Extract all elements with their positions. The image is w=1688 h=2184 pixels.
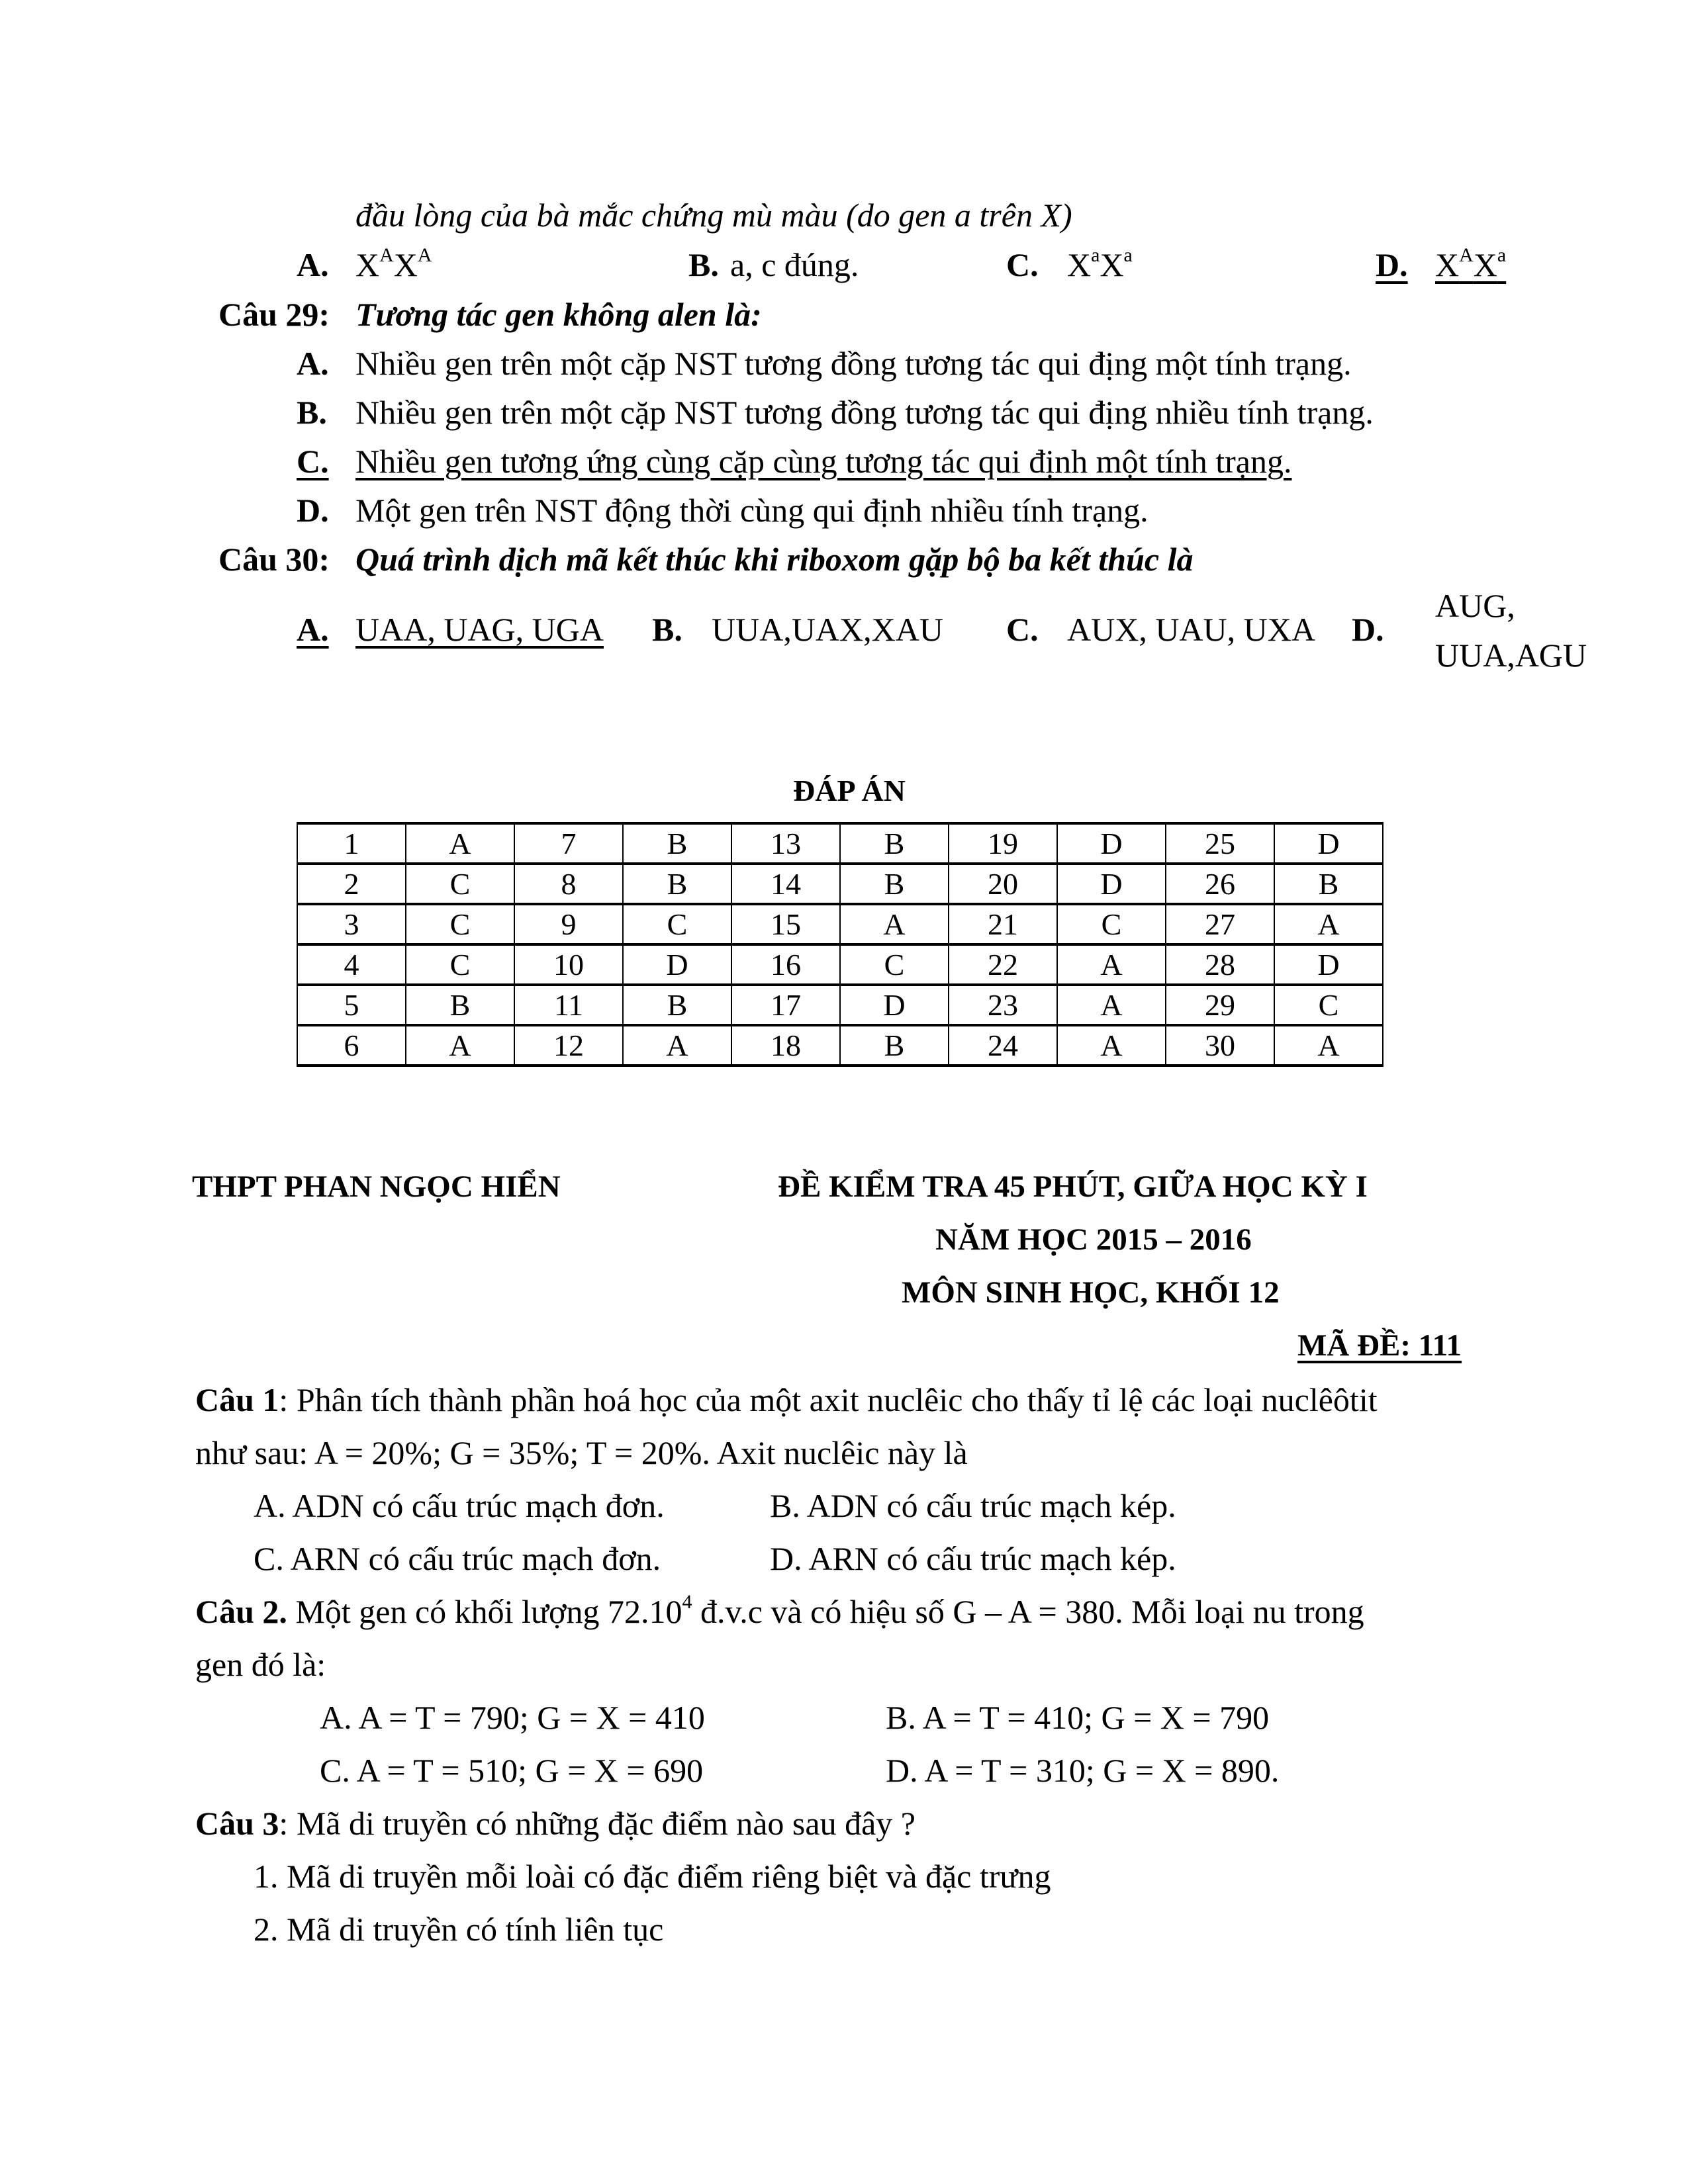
table-cell: 30: [1166, 1025, 1274, 1066]
table-cell: 26: [1166, 864, 1274, 904]
correct-option-label: D.: [1376, 246, 1408, 283]
table-cell: 4: [297, 944, 406, 985]
table-cell: C: [1274, 985, 1383, 1025]
table-row: [297, 1025, 1383, 1066]
option-d: D. A = T = 310; G = X = 890.: [886, 1752, 1280, 1789]
table-cell: D: [623, 944, 731, 985]
table-cell: 10: [514, 944, 623, 985]
table-cell: 5: [297, 985, 406, 1025]
option-a: A. ADN có cấu trúc mạch đơn.: [254, 1487, 665, 1524]
table-cell: A: [623, 1025, 731, 1066]
option-c: C. A = T = 510; G = X = 690: [320, 1752, 704, 1789]
option-text: AUX, UAU, UXA: [1067, 611, 1315, 648]
question-stem: Quá trình dịch mã kết thúc khi riboxom gặp bộ ba kết thúc là: [355, 541, 1194, 578]
table-cell: 3: [297, 904, 406, 944]
answer-key-title: ĐÁP ÁN: [793, 774, 906, 807]
table-cell: C: [840, 944, 949, 985]
option-label: B.: [688, 246, 719, 283]
option-text: UUA,UAX,XAU: [712, 611, 943, 648]
table-cell: 1: [297, 823, 406, 864]
table-row: [297, 864, 1383, 904]
table-cell: D: [1274, 823, 1383, 864]
correct-option-genotype: $X^AX^a$: [1435, 244, 1507, 283]
option-text: Nhiều gen trên một cặp NST tương đồng tương tác qui địng nhiều tính trạng.: [355, 394, 1374, 431]
option-b: B. ADN có cấu trúc mạch kép.: [770, 1487, 1176, 1524]
table-cell: 2: [297, 864, 406, 904]
question-number: Câu 3: [195, 1805, 279, 1842]
table-cell: 17: [731, 985, 840, 1025]
option-b: B. A = T = 410; G = X = 790: [886, 1699, 1270, 1736]
option-text: Một gen trên NST động thời cùng qui định nhiều tính trạng.: [355, 492, 1149, 529]
table-row: [297, 904, 1383, 944]
table-cell: A: [1057, 985, 1166, 1025]
option-label: C.: [1006, 246, 1039, 283]
statement-1: 1. Mã di truyền mỗi loài có đặc điểm riêng biệt và đặc trưng: [254, 1858, 1051, 1895]
table-cell: 7: [514, 823, 623, 864]
table-cell: B: [623, 985, 731, 1025]
table-cell: A: [1274, 904, 1383, 944]
table-cell: 20: [949, 864, 1057, 904]
table-cell: D: [840, 985, 949, 1025]
table-cell: A: [840, 904, 949, 944]
table-cell: B: [623, 823, 731, 864]
table-cell: B: [840, 1025, 949, 1066]
school-year: NĂM HỌC 2015 – 2016: [935, 1222, 1252, 1257]
option-genotype: $X^aX^a$: [1067, 244, 1133, 283]
option-label: D.: [297, 492, 329, 529]
option-genotype: $X^AX^A$: [355, 244, 432, 283]
answer-key-table: [297, 822, 1383, 1067]
table-cell: 22: [949, 944, 1057, 985]
option-text: Nhiều gen trên một cặp NST tương đồng tương tác qui địng một tính trạng.: [355, 345, 1352, 382]
prev-question-stem: đầu lòng của bà mắc chứng mù màu (do gen a trên X): [355, 197, 1072, 234]
question-number: Câu 1: [195, 1381, 279, 1418]
table-cell: B: [1274, 864, 1383, 904]
table-cell: A: [406, 823, 514, 864]
table-cell: 8: [514, 864, 623, 904]
question-stem-line2: gen đó là:: [195, 1646, 326, 1683]
table-cell: A: [1057, 1025, 1166, 1066]
table-cell: 29: [1166, 985, 1274, 1025]
table-cell: C: [623, 904, 731, 944]
table-cell: 14: [731, 864, 840, 904]
table-cell: 27: [1166, 904, 1274, 944]
question-number: Câu 2.: [195, 1593, 287, 1630]
question-stem: Câu 3: Mã di truyền có những đặc điểm nào sau đây ?: [195, 1805, 915, 1842]
table-cell: 11: [514, 985, 623, 1025]
table-cell: 9: [514, 904, 623, 944]
table-cell: 19: [949, 823, 1057, 864]
table-cell: 21: [949, 904, 1057, 944]
correct-option-text: UAA, UAG, UGA: [355, 611, 604, 648]
table-cell: 24: [949, 1025, 1057, 1066]
option-a: A. A = T = 790; G = X = 410: [320, 1699, 705, 1736]
table-cell: A: [1057, 944, 1166, 985]
question-stem: Tương tác gen không alen là:: [355, 296, 762, 333]
question-stem-line2: như sau: A = 20%; G = 35%; T = 20%. Axit nuclêic này là: [195, 1434, 968, 1471]
table-cell: 16: [731, 944, 840, 985]
statement-2: 2. Mã di truyền có tính liên tục: [254, 1911, 664, 1948]
table-cell: B: [840, 864, 949, 904]
question-stem-line1: Câu 2. Một gen có khối lượng 72.10$^4$ đ.v.c và có hiệu số G – A = 380. Mỗi loại nu trong: [195, 1591, 1364, 1630]
exam-title: ĐỀ KIỂM TRA 45 PHÚT, GIỮA HỌC KỲ I: [778, 1169, 1368, 1204]
table-cell: 12: [514, 1025, 623, 1066]
option-label: D.: [1352, 611, 1384, 648]
option-label: A.: [297, 345, 329, 382]
table-cell: 6: [297, 1025, 406, 1066]
correct-option-label: A.: [297, 611, 329, 648]
option-label: B.: [297, 394, 327, 431]
table-cell: 13: [731, 823, 840, 864]
table-cell: 28: [1166, 944, 1274, 985]
table-cell: B: [623, 864, 731, 904]
table-row: [297, 985, 1383, 1025]
option-c: C. ARN có cấu trúc mạch đơn.: [254, 1540, 661, 1577]
option-text-line2: UUA,AGU: [1435, 637, 1587, 674]
subject: MÔN SINH HỌC, KHỐI 12: [902, 1275, 1280, 1310]
table-cell: B: [840, 823, 949, 864]
table-cell: C: [406, 944, 514, 985]
question-number: Câu 30:: [218, 541, 330, 578]
table-cell: D: [1274, 944, 1383, 985]
table-cell: A: [1274, 1025, 1383, 1066]
question-stem-line1: Câu 1: Phân tích thành phần hoá học của một axit nuclêic cho thấy tỉ lệ các loại nuclêôtit: [195, 1381, 1378, 1418]
option-d: D. ARN có cấu trúc mạch kép.: [770, 1540, 1176, 1577]
correct-option-text: Nhiều gen tương ứng cùng cặp cùng tương tác qui định một tính trạng.: [355, 443, 1292, 480]
table-cell: C: [1057, 904, 1166, 944]
table-cell: C: [406, 864, 514, 904]
school-name: THPT PHAN NGỌC HIỂN: [192, 1169, 561, 1204]
exam-code: MÃ ĐỀ: 111: [1297, 1328, 1462, 1363]
table-cell: C: [406, 904, 514, 944]
table-cell: 23: [949, 985, 1057, 1025]
table-row: [297, 823, 1383, 864]
table-cell: 18: [731, 1025, 840, 1066]
correct-option-label: C.: [297, 443, 329, 480]
option-label: C.: [1006, 611, 1039, 648]
table-row: [297, 944, 1383, 985]
table-cell: A: [406, 1025, 514, 1066]
table-cell: 25: [1166, 823, 1274, 864]
question-number: Câu 29:: [218, 296, 330, 333]
table-cell: D: [1057, 864, 1166, 904]
option-text: a, c đúng.: [730, 246, 859, 283]
table-cell: 15: [731, 904, 840, 944]
option-text-line1: AUG,: [1435, 587, 1515, 624]
table-cell: B: [406, 985, 514, 1025]
option-label: A.: [297, 246, 329, 283]
option-label: B.: [652, 611, 682, 648]
table-cell: D: [1057, 823, 1166, 864]
